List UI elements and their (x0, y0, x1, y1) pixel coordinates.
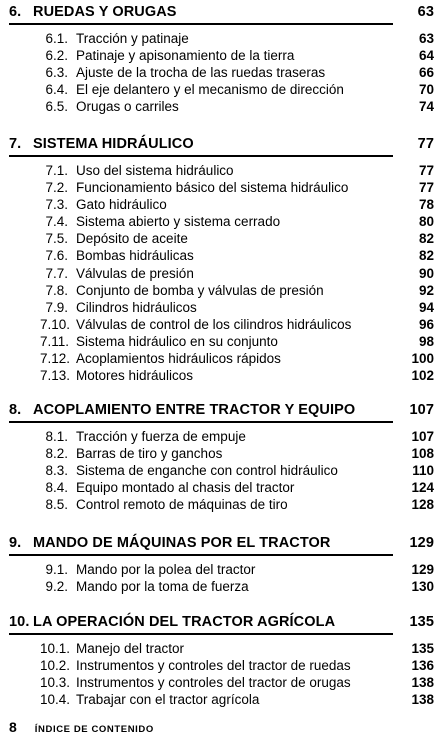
toc-entry (0, 462, 443, 479)
entry-title: Mando por la polea del tractor (76, 562, 256, 577)
entry-page: 124 (411, 480, 434, 496)
entry-title: Depósito de aceite (76, 231, 188, 247)
chapter-entries (0, 640, 443, 708)
entry-title: Cilindros hidráulicos (76, 299, 197, 315)
entry-title: Instrumentos y controles del tractor de ruedas (76, 658, 351, 674)
page-footer (9, 719, 154, 735)
chapter-underline (9, 421, 393, 423)
entry-title: Tracción y fuerza de empuje (76, 429, 246, 444)
entry-number: 6.2. (45, 48, 68, 64)
toc-entry (0, 333, 443, 350)
chapter-number: 9. (9, 535, 22, 551)
entry-page: 64 (418, 48, 434, 64)
entry-page: 63 (418, 31, 434, 46)
chapter-title: LA OPERACIÓN DEL TRACTOR AGRÍCOLA (33, 614, 336, 630)
toc-entry (0, 428, 443, 445)
entry-page: 92 (418, 282, 434, 298)
toc-entry (0, 265, 443, 282)
entry-page: 136 (411, 658, 434, 674)
entry-number: 6.1. (45, 31, 68, 46)
entry-title: Sistema hidráulico en su conjunto (76, 333, 278, 349)
entry-title: Ajuste de la trocha de las ruedas traseras (76, 65, 326, 81)
entry-page: 107 (411, 429, 434, 444)
toc-entry (0, 247, 443, 264)
toc-entry (0, 496, 443, 513)
entry-title: El eje delantero y el mecanismo de dirección (76, 82, 344, 98)
toc-entry (0, 674, 443, 691)
entry-number: 7.6. (45, 248, 68, 264)
entry-number: 8.2. (45, 446, 68, 462)
entry-page: 129 (411, 562, 434, 577)
entry-number: 8.5. (45, 497, 68, 513)
chapter-title: MANDO DE MÁQUINAS POR EL TRACTOR (33, 535, 331, 551)
chapter-heading (0, 613, 443, 631)
chapter-section (0, 534, 443, 595)
footer-page-number: 8 (9, 719, 17, 735)
entry-title: Uso del sistema hidráulico (76, 163, 234, 178)
entry-title: Conjunto de bomba y válvulas de presión (76, 282, 324, 298)
toc-entry (0, 64, 443, 81)
footer-label: ÍNDICE DE CONTENIDO (34, 724, 154, 735)
entry-page: 138 (411, 675, 434, 691)
toc-entry (0, 179, 443, 196)
entry-number: 6.3. (45, 65, 68, 81)
entry-page: 94 (418, 299, 434, 315)
entry-title: Sistema abierto y sistema cerrado (76, 214, 281, 230)
entry-number: 10.2. (40, 658, 71, 674)
toc-entry (0, 367, 443, 384)
entry-title: Barras de tiro y ganchos (76, 446, 223, 462)
entry-number: 7.10. (40, 316, 71, 332)
entry-title: Instrumentos y controles del tractor de orugas (76, 675, 351, 691)
chapter-section (0, 3, 443, 115)
entry-number: 7.7. (45, 265, 68, 281)
chapter-underline (9, 23, 393, 25)
entry-page: 82 (418, 248, 434, 264)
chapter-title: SISTEMA HIDRÁULICO (33, 136, 194, 152)
chapter-heading (0, 534, 443, 552)
toc-entry (0, 98, 443, 115)
entry-number: 6.5. (45, 99, 68, 115)
entry-page: 70 (418, 82, 434, 98)
toc-entry (0, 162, 443, 179)
chapter-number: 6. (9, 4, 22, 20)
toc-entry (0, 30, 443, 47)
entry-title: Patinaje y apisonamiento de la tierra (76, 48, 295, 64)
entry-page: 128 (411, 497, 434, 513)
chapter-section (0, 401, 443, 513)
entry-page: 98 (418, 333, 434, 349)
entry-number: 7.11. (40, 333, 70, 349)
entry-number: 10.4. (40, 692, 71, 708)
toc-entry (0, 445, 443, 462)
entry-number: 8.3. (45, 463, 68, 479)
entry-page: 74 (418, 99, 434, 115)
chapter-underline (9, 633, 393, 635)
chapter-heading (0, 3, 443, 21)
entry-number: 8.1. (45, 429, 68, 444)
entry-number: 6.4. (45, 82, 68, 98)
toc-entry (0, 657, 443, 674)
entry-title: Funcionamiento básico del sistema hidráulico (76, 180, 349, 196)
entry-number: 7.8. (45, 282, 68, 298)
entry-number: 8.4. (45, 480, 68, 496)
entry-number: 7.13. (40, 368, 71, 384)
chapter-page: 77 (417, 136, 434, 152)
chapter-title: ACOPLAMIENTO ENTRE TRACTOR Y EQUIPO (33, 402, 356, 418)
entry-page: 110 (412, 463, 434, 479)
chapter-number: 7. (9, 136, 22, 152)
entry-number: 9.1. (45, 562, 68, 577)
entry-number: 7.12. (40, 351, 71, 367)
entry-page: 102 (411, 368, 434, 384)
chapter-number: 8. (9, 402, 22, 418)
toc-entry (0, 350, 443, 367)
entry-page: 82 (418, 231, 434, 247)
chapter-section (0, 613, 443, 708)
entry-page: 90 (418, 265, 434, 281)
entry-number: 9.2. (45, 579, 68, 595)
entry-page: 96 (418, 316, 434, 332)
entry-page: 78 (418, 197, 434, 213)
entry-title: Bombas hidráulicas (76, 248, 194, 264)
entry-number: 7.2. (45, 180, 68, 196)
toc-entry (0, 81, 443, 98)
entry-title: Orugas o carriles (76, 99, 179, 115)
entry-number: 7.9. (45, 299, 68, 315)
entry-number: 10.1. (40, 641, 71, 656)
entry-number: 10.3. (40, 675, 71, 691)
chapter-title: RUEDAS Y ORUGAS (33, 4, 177, 20)
entry-page: 135 (411, 641, 434, 656)
chapter-entries (0, 162, 443, 384)
entry-number: 7.3. (45, 197, 68, 213)
chapter-section (0, 135, 443, 384)
entry-title: Sistema de enganche con control hidráulico (76, 463, 338, 479)
entry-number: 7.4. (45, 214, 68, 230)
entry-page: 77 (418, 180, 434, 196)
chapter-heading (0, 401, 443, 419)
entry-page: 77 (418, 163, 434, 178)
entry-page: 80 (418, 214, 434, 230)
chapter-number: 10. (9, 614, 30, 630)
entry-title: Equipo montado al chasis del tractor (76, 480, 295, 496)
entry-number: 7.1. (45, 163, 68, 178)
toc-entry (0, 316, 443, 333)
entry-title: Control remoto de máquinas de tiro (76, 497, 288, 513)
toc-entry (0, 561, 443, 578)
entry-page: 66 (418, 65, 434, 81)
chapter-entries (0, 428, 443, 513)
chapter-page: 107 (409, 402, 434, 418)
entry-title: Mando por la toma de fuerza (76, 579, 249, 595)
chapter-page: 129 (409, 535, 434, 551)
toc-entry (0, 578, 443, 595)
entry-number: 7.5. (45, 231, 68, 247)
toc-entry (0, 47, 443, 64)
chapter-page: 135 (409, 614, 434, 630)
entry-title: Válvulas de control de los cilindros hidráulicos (76, 316, 352, 332)
chapter-underline (9, 155, 393, 157)
toc-entry (0, 640, 443, 657)
chapter-entries (0, 30, 443, 115)
toc-entry (0, 299, 443, 316)
toc-entry (0, 479, 443, 496)
entry-page: 108 (411, 446, 434, 462)
toc-entry (0, 230, 443, 247)
entry-title: Gato hidráulico (76, 197, 167, 213)
toc-entry (0, 282, 443, 299)
toc-entry (0, 196, 443, 213)
entry-title: Válvulas de presión (76, 265, 194, 281)
entry-title: Manejo del tractor (76, 641, 185, 656)
entry-title: Motores hidráulicos (76, 368, 194, 384)
chapter-page: 63 (417, 4, 434, 20)
chapter-heading (0, 135, 443, 153)
entry-title: Tracción y patinaje (76, 31, 189, 46)
entry-page: 130 (411, 579, 434, 595)
chapter-underline (9, 554, 393, 556)
entry-title: Trabajar con el tractor agrícola (76, 692, 260, 708)
entry-page: 138 (411, 692, 434, 708)
toc-entry (0, 213, 443, 230)
chapter-entries (0, 561, 443, 595)
entry-page: 100 (411, 351, 434, 367)
toc-entry (0, 691, 443, 708)
entry-title: Acoplamientos hidráulicos rápidos (76, 351, 281, 367)
